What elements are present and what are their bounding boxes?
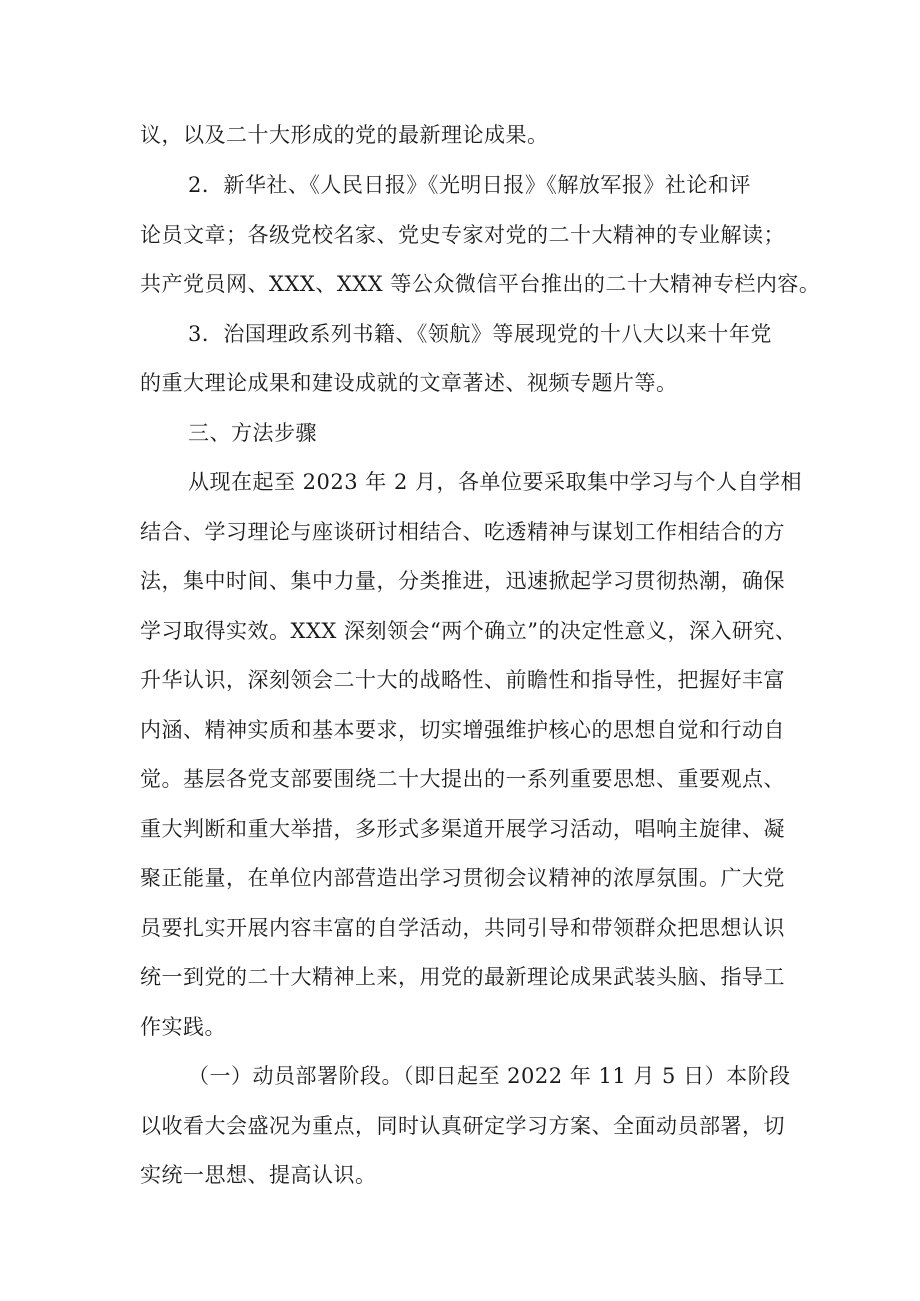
text-line: 法，集中时间、集中力量，分类推进，迅速掀起学习贯彻热潮，确保: [140, 569, 785, 593]
text-line: 聚正能量，在单位内部营造出学习贯彻会议精神的浓厚氛围。广大党: [140, 866, 785, 890]
text-line: 结合、学习理论与座谈研讨相结合、吃透精神与谋划工作相结合的方: [140, 520, 785, 544]
text-line: 论员文章；各级党校名家、党史专家对党的二十大精神的专业解读；: [140, 223, 785, 247]
text-line: 统一到党的二十大精神上来，用党的最新理论成果武装头脑、指导工: [140, 965, 785, 989]
subsection-first-line: （一）动员部署阶段。（即日起至 2022 年 11 月 5 日）本阶段: [188, 1064, 791, 1088]
text-line: 作实践。: [140, 1015, 226, 1039]
text-line: 升华认识，深刻领会二十大的战略性、前瞻性和指导性，把握好丰富: [140, 668, 785, 692]
list-item-3-line: 3．治国理政系列书籍、《领航》等展现党的十八大以来十年党: [188, 322, 772, 346]
text-line: 共产党员网、XXX、XXX 等公众微信平台推出的二十大精神专栏内容。: [140, 272, 821, 296]
text-line: 员要扎实开展内容丰富的自学活动，共同引导和带领群众把思想认识: [140, 916, 785, 940]
paragraph-first-line: 从现在起至 2023 年 2 月，各单位要采取集中学习与个人自学相: [188, 470, 803, 494]
section-heading: 三、方法步骤: [188, 421, 317, 445]
text-line: 内涵、精神实质和基本要求，切实增强维护核心的思想自觉和行动自: [140, 718, 785, 742]
text-line: 以收看大会盛况为重点，同时认真研定学习方案、全面动员部署，切: [140, 1114, 785, 1138]
text-line: 重大判断和重大举措，多形式多渠道开展学习活动，唱响主旋律、凝: [140, 817, 785, 841]
text-line: 学习取得实效。XXX 深刻领会“两个确立”的决定性意义，深入研究、: [140, 619, 797, 643]
text-line: 的重大理论成果和建设成就的文章著述、视频专题片等。: [140, 371, 678, 395]
list-item-2-line: 2．新华社、《人民日报》《光明日报》《解放军报》社论和评: [188, 173, 751, 197]
text-line: 觉。基层各党支部要围绕二十大提出的一系列重要思想、重要观点、: [140, 767, 785, 791]
text-line: 实统一思想、提高认识。: [140, 1163, 377, 1187]
text-line: 议，以及二十大形成的党的最新理论成果。: [140, 123, 549, 147]
